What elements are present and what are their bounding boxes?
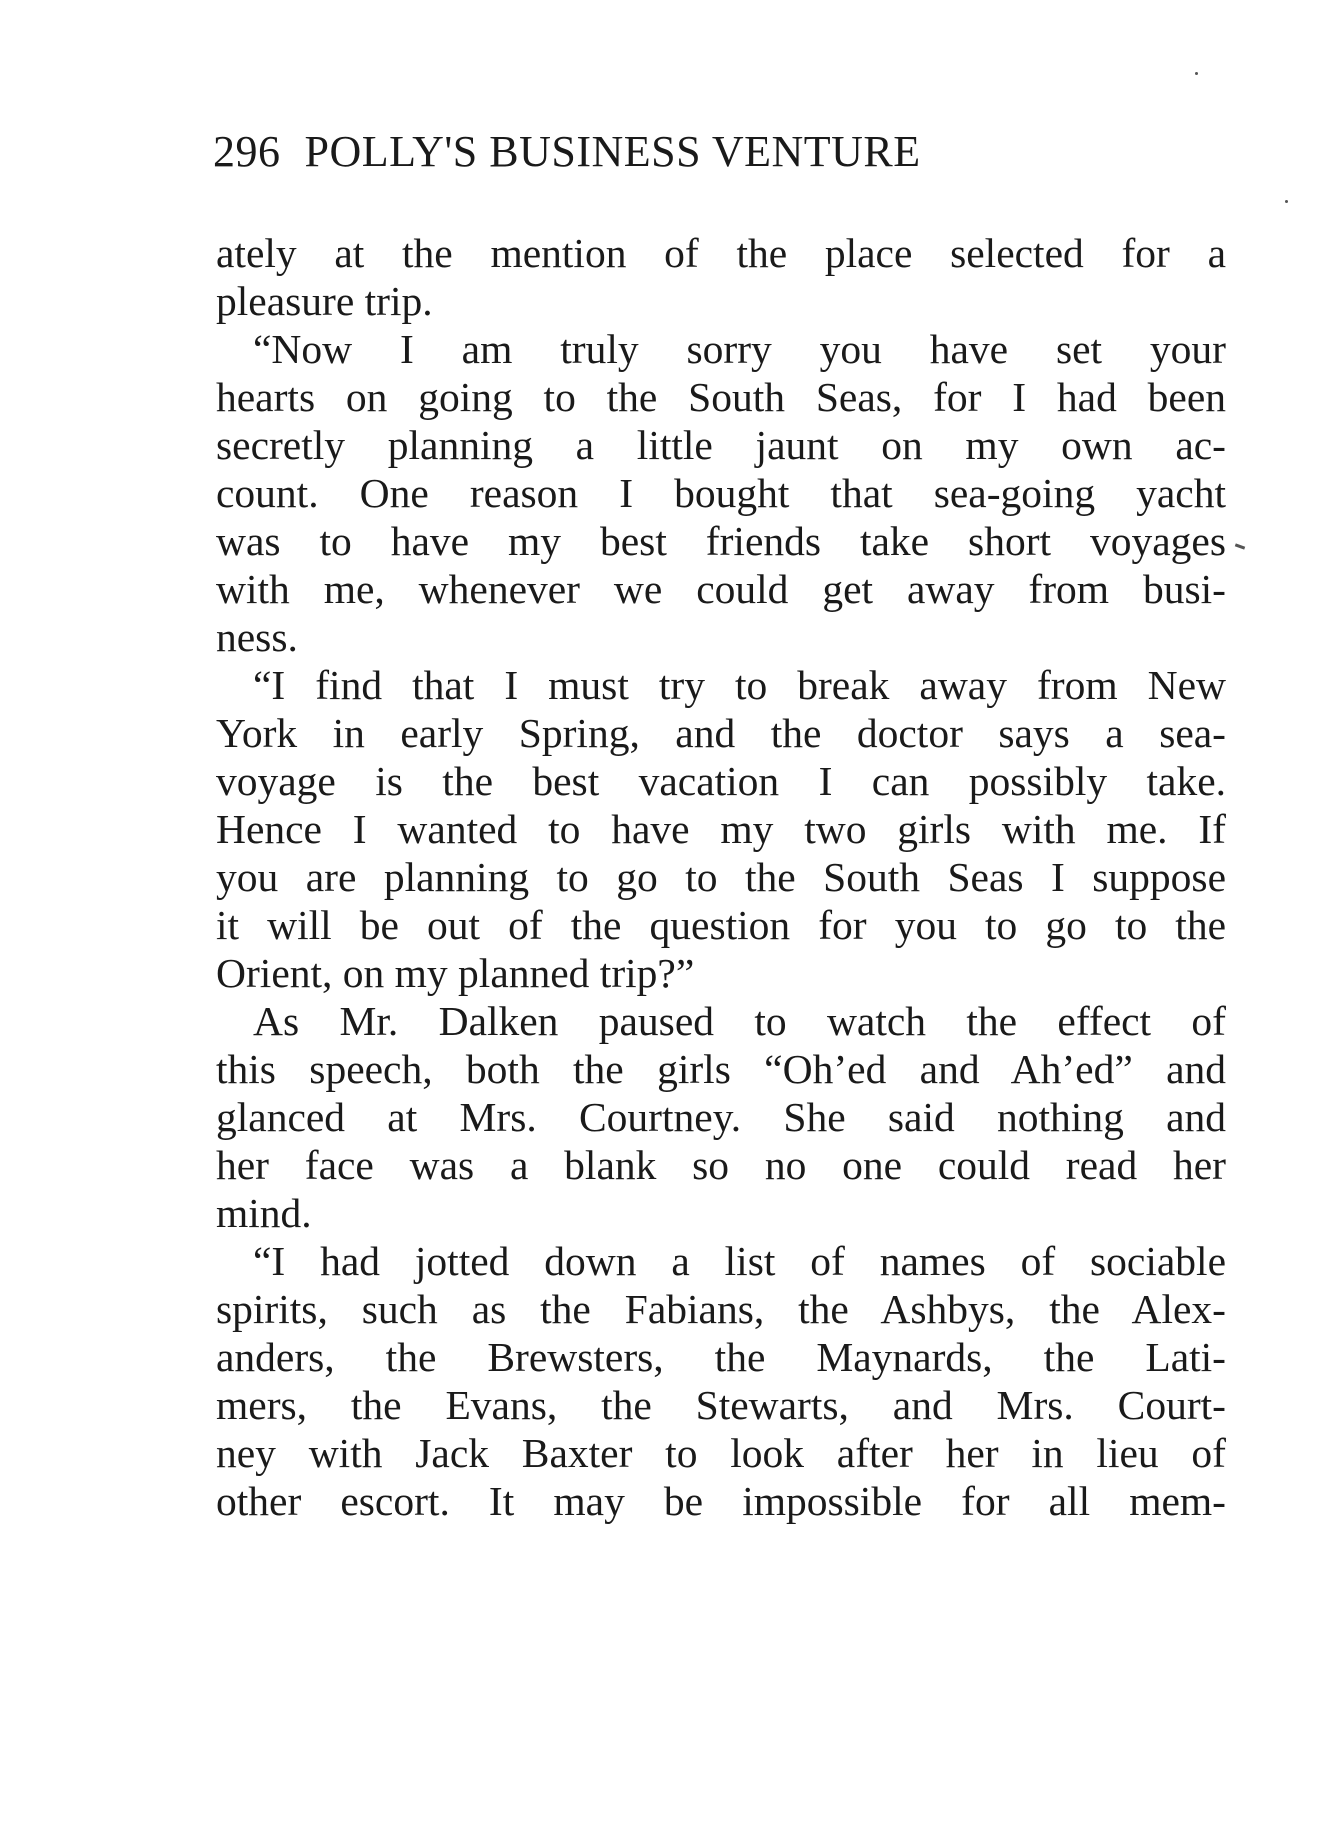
scan-speck (1235, 543, 1245, 549)
text-line: “Now I am truly sorry you have set your (253, 326, 1226, 372)
text-line: mind. (216, 1190, 312, 1236)
text-line: ately at the mention of the place selected for a (216, 230, 1226, 276)
text-line: voyage is the best vacation I can possibly take. (216, 758, 1226, 804)
running-head (213, 126, 1113, 186)
text-line: mers, the Evans, the Stewarts, and Mrs. Court- (216, 1382, 1226, 1428)
text-line: it will be out of the question for you to go to the (216, 902, 1226, 948)
text-line: “I had jotted down a list of names of sociable (253, 1238, 1226, 1284)
text-line: her face was a blank so no one could read her (216, 1142, 1226, 1188)
text-line: Hence I wanted to have my two girls with me. If (216, 806, 1226, 852)
text-line: spirits, such as the Fabians, the Ashbys, the Alex- (216, 1286, 1226, 1332)
text-line: “I find that I must try to break away from New (253, 662, 1226, 708)
text-line: you are planning to go to the South Seas I suppose (216, 854, 1226, 900)
text-line: with me, whenever we could get away from busi- (216, 566, 1226, 612)
text-line: this speech, both the girls “Oh’ed and Ah’ed” and (216, 1046, 1226, 1092)
text-line: anders, the Brewsters, the Maynards, the Lati- (216, 1334, 1226, 1380)
text-line: Orient, on my planned trip?” (216, 950, 695, 996)
scan-speck (1195, 72, 1198, 75)
text-line: York in early Spring, and the doctor says a sea- (216, 710, 1226, 756)
text-line: was to have my best friends take short voyages (216, 518, 1226, 564)
running-title: POLLY'S BUSINESS VENTURE (304, 127, 921, 176)
scan-speck (1285, 200, 1288, 203)
text-line: secretly planning a little jaunt on my own ac- (216, 422, 1226, 468)
text-line: pleasure trip. (216, 278, 433, 324)
text-line: other escort. It may be impossible for all mem- (216, 1478, 1226, 1524)
text-line: hearts on going to the South Seas, for I had been (216, 374, 1226, 420)
text-line: ness. (216, 614, 298, 660)
text-line: ney with Jack Baxter to look after her in lieu of (216, 1430, 1226, 1476)
page-number: 296 (213, 127, 281, 176)
text-line: As Mr. Dalken paused to watch the effect of (253, 998, 1226, 1044)
text-line: glanced at Mrs. Courtney. She said nothing and (216, 1094, 1226, 1140)
text-line: count. One reason I bought that sea-going yacht (216, 470, 1226, 516)
